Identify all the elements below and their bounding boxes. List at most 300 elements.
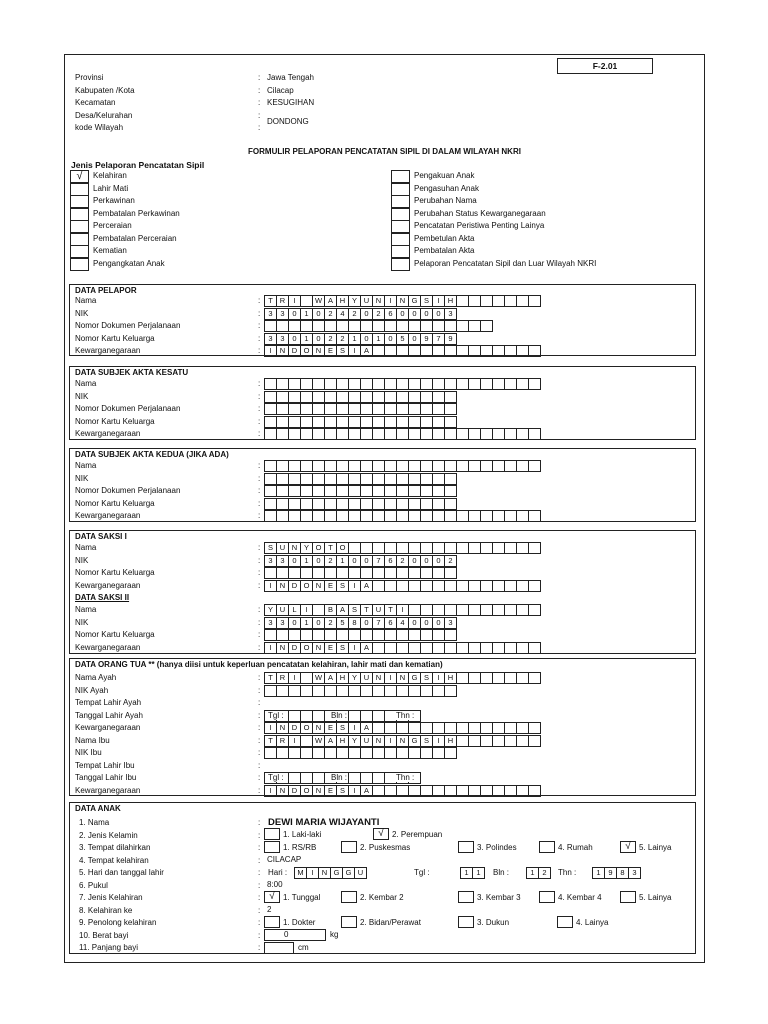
char-cell[interactable]: S (420, 672, 433, 684)
option-checkbox[interactable]: √ (373, 828, 389, 840)
report-type-label: Pengasuhan Anak (414, 183, 479, 193)
char-cell[interactable] (528, 580, 541, 592)
char-cell[interactable]: E (324, 345, 337, 357)
char-cell[interactable]: 4 (396, 617, 409, 629)
char-cell[interactable]: 3 (444, 617, 457, 629)
day-cells (294, 867, 367, 879)
field-colon: : (258, 296, 261, 305)
char-cell[interactable]: U (276, 542, 289, 554)
char-cell[interactable]: 0 (420, 555, 433, 567)
report-type-checkbox[interactable] (391, 233, 410, 246)
char-cell[interactable] (444, 391, 457, 403)
char-cell[interactable]: N (372, 295, 385, 307)
option-label: 1. Tunggal (283, 893, 321, 902)
char-cell[interactable]: I (396, 604, 409, 616)
option-checkbox[interactable] (341, 891, 357, 903)
char-cell[interactable]: 1 (300, 333, 313, 345)
char-cell[interactable]: A (360, 580, 373, 592)
char-cell[interactable]: 2 (396, 555, 409, 567)
char-cell[interactable]: A (336, 604, 349, 616)
char-cell[interactable] (444, 629, 457, 641)
char-cell[interactable]: 6 (384, 555, 397, 567)
char-cell[interactable]: N (276, 642, 289, 654)
report-type-checkbox[interactable] (391, 183, 410, 196)
char-cell[interactable]: E (324, 785, 337, 797)
field-colon: : (258, 748, 261, 757)
char-cell[interactable]: 1 (336, 555, 349, 567)
field-label: Tanggal Lahir Ayah (75, 710, 143, 720)
char-cell[interactable]: I (264, 642, 277, 654)
report-type-checkbox[interactable] (70, 233, 89, 246)
char-cell[interactable]: I (384, 672, 397, 684)
char-cell[interactable] (528, 735, 541, 747)
char-cell[interactable]: L (288, 604, 301, 616)
char-cell[interactable]: A (324, 672, 337, 684)
char-cell[interactable]: N (396, 672, 409, 684)
char-cell[interactable]: 1 (526, 867, 539, 879)
report-type-checkbox[interactable] (391, 220, 410, 233)
ortu-title: DATA ORANG TUA ** (hanya diisi untuk keperluan pencatatan kelahiran, lahir mati dan kematian) (75, 660, 443, 669)
char-cell[interactable]: N (288, 542, 301, 554)
char-cell[interactable]: 0 (288, 333, 301, 345)
char-cell[interactable]: D (288, 722, 301, 734)
char-cell[interactable]: 7 (372, 555, 385, 567)
char-cell[interactable]: T (264, 295, 277, 307)
option-label: 4. Rumah (558, 843, 593, 852)
char-cell[interactable]: A (324, 295, 337, 307)
char-cell[interactable]: 3 (276, 555, 289, 567)
report-type-checkbox[interactable] (70, 208, 89, 221)
char-cell[interactable]: 1 (460, 867, 473, 879)
char-cell[interactable]: N (312, 785, 325, 797)
char-cell[interactable]: 0 (312, 308, 325, 320)
char-cell[interactable]: I (348, 785, 361, 797)
char-cell[interactable]: N (372, 735, 385, 747)
char-cell[interactable] (528, 642, 541, 654)
day-label: Hari : (268, 868, 288, 877)
char-cell[interactable] (444, 567, 457, 579)
char-cell[interactable]: O (312, 542, 325, 554)
char-cell[interactable]: G (342, 867, 355, 879)
report-type-label: Pembatalan Perkawinan (93, 208, 180, 218)
char-cell[interactable]: Y (300, 542, 313, 554)
char-cell[interactable] (528, 722, 541, 734)
char-cell[interactable]: 0 (396, 308, 409, 320)
field-colon: : (258, 461, 261, 470)
field-colon: : (258, 685, 261, 695)
report-type-checkbox[interactable] (391, 170, 410, 183)
char-cell[interactable]: I (288, 735, 301, 747)
char-cell[interactable]: 0 (408, 555, 421, 567)
option-checkbox[interactable] (557, 916, 573, 928)
char-cell[interactable]: E (324, 580, 337, 592)
char-cell[interactable]: T (324, 542, 337, 554)
char-cell[interactable]: O (300, 580, 313, 592)
weight-box[interactable] (264, 929, 326, 941)
char-cell[interactable] (528, 510, 541, 522)
field-label: NIK (75, 555, 89, 565)
char-cell[interactable]: I (288, 672, 301, 684)
char-cell[interactable]: 0 (360, 617, 373, 629)
length-box[interactable] (264, 942, 294, 954)
char-cell[interactable]: E (324, 722, 337, 734)
char-cell[interactable]: 9 (420, 333, 433, 345)
char-cell[interactable]: I (348, 722, 361, 734)
char-cell[interactable]: N (372, 672, 385, 684)
char-cell[interactable]: N (276, 345, 289, 357)
char-cell[interactable]: 0 (288, 617, 301, 629)
char-cell[interactable]: 0 (288, 308, 301, 320)
char-cell[interactable]: W (312, 672, 325, 684)
char-cell[interactable] (528, 378, 541, 390)
field-colon: : (258, 333, 261, 343)
char-cell[interactable]: 3 (276, 308, 289, 320)
option-checkbox[interactable] (458, 841, 474, 853)
char-cell[interactable]: 3 (276, 617, 289, 629)
char-cell[interactable]: I (264, 785, 277, 797)
char-cell[interactable]: 1 (300, 555, 313, 567)
char-cell[interactable]: W (312, 295, 325, 307)
char-cell[interactable]: N (312, 642, 325, 654)
char-cell[interactable]: S (264, 542, 277, 554)
option-checkbox[interactable] (341, 916, 357, 928)
char-cell[interactable] (444, 498, 457, 510)
field-colon: : (258, 486, 261, 495)
char-cell[interactable]: N (396, 735, 409, 747)
char-cell[interactable]: Y (348, 735, 361, 747)
char-cell[interactable]: D (288, 785, 301, 797)
report-type-checkbox[interactable] (391, 258, 410, 271)
month-cells (526, 867, 551, 879)
char-cell[interactable]: H (444, 735, 457, 747)
char-cell[interactable]: S (336, 580, 349, 592)
field-cells (264, 722, 541, 734)
report-type-checkbox[interactable] (70, 245, 89, 258)
char-cell[interactable]: I (264, 580, 277, 592)
option-label: 2. Perempuan (392, 830, 443, 839)
char-cell[interactable]: E (324, 642, 337, 654)
char-cell[interactable]: 1 (372, 333, 385, 345)
char-cell[interactable]: 9 (604, 867, 617, 879)
char-cell[interactable]: 2 (324, 333, 337, 345)
char-cell[interactable] (444, 473, 457, 485)
option-checkbox[interactable]: √ (620, 841, 636, 853)
char-cell[interactable]: 0 (288, 555, 301, 567)
char-cell[interactable]: 1 (592, 867, 605, 879)
char-cell[interactable]: O (300, 345, 313, 357)
option-checkbox[interactable] (539, 841, 555, 853)
char-cell[interactable]: Y (348, 672, 361, 684)
field-colon: : (258, 905, 261, 915)
char-cell[interactable]: O (300, 722, 313, 734)
form-title: FORMULIR PELAPORAN PENCATATAN SIPIL DI DALAM WILAYAH NKRI (248, 147, 521, 156)
field-cells (264, 672, 541, 684)
char-cell[interactable]: 0 (360, 308, 373, 320)
field-colon: : (258, 880, 261, 890)
char-cell[interactable]: T (264, 672, 277, 684)
char-cell[interactable]: 0 (432, 617, 445, 629)
char-cell[interactable]: O (300, 785, 313, 797)
date-bln-label: Bln : (331, 710, 348, 720)
char-cell[interactable]: 0 (408, 308, 421, 320)
field-cells (264, 391, 457, 403)
char-cell[interactable]: 3 (264, 617, 277, 629)
field-colon: : (258, 630, 261, 639)
char-cell[interactable]: I (384, 735, 397, 747)
char-cell[interactable]: 1 (348, 333, 361, 345)
char-cell[interactable]: 0 (348, 555, 361, 567)
char-cell[interactable] (528, 428, 541, 440)
char-cell[interactable]: U (360, 735, 373, 747)
char-cell[interactable] (528, 542, 541, 554)
option-label: 5. Lainya (639, 893, 672, 902)
option-checkbox[interactable]: √ (264, 891, 280, 903)
char-cell[interactable]: 2 (336, 333, 349, 345)
char-cell[interactable]: G (330, 867, 343, 879)
char-cell[interactable]: D (288, 345, 301, 357)
char-cell[interactable]: 2 (444, 555, 457, 567)
char-cell[interactable]: I (348, 642, 361, 654)
char-cell[interactable]: N (318, 867, 331, 879)
char-cell[interactable]: 7 (432, 333, 445, 345)
char-cell[interactable]: U (354, 867, 367, 879)
char-cell[interactable] (528, 672, 541, 684)
child-field-label: 7. Jenis Kelahiran (79, 893, 143, 902)
char-cell[interactable] (528, 785, 541, 797)
char-cell[interactable] (528, 295, 541, 307)
char-cell[interactable]: U (360, 672, 373, 684)
char-cell[interactable]: 3 (264, 333, 277, 345)
char-cell[interactable]: 3 (276, 333, 289, 345)
report-type-checkbox[interactable] (70, 258, 89, 271)
char-cell[interactable]: N (312, 722, 325, 734)
char-cell[interactable]: 0 (432, 308, 445, 320)
date-label: Tgl : (414, 868, 430, 877)
char-cell[interactable]: 1 (300, 308, 313, 320)
field-label: Tanggal Lahir Ibu (75, 773, 137, 782)
char-cell[interactable]: 0 (408, 617, 421, 629)
field-label: Kewarganegaraan (75, 642, 141, 652)
char-cell[interactable]: I (432, 295, 445, 307)
char-cell[interactable]: S (336, 722, 349, 734)
child-field-label: 11. Panjang bayi (79, 943, 139, 952)
date-thn-label: Thn : (396, 773, 415, 782)
char-cell[interactable]: 0 (312, 333, 325, 345)
option-checkbox[interactable] (458, 916, 474, 928)
char-cell[interactable]: 2 (324, 308, 337, 320)
char-cell[interactable] (444, 485, 457, 497)
char-cell[interactable]: 2 (324, 555, 337, 567)
char-cell[interactable]: T (360, 604, 373, 616)
char-cell[interactable]: A (360, 722, 373, 734)
char-cell[interactable]: 3 (628, 867, 641, 879)
char-cell[interactable]: U (276, 604, 289, 616)
field-label: NIK (75, 617, 89, 627)
char-cell[interactable]: G (408, 295, 421, 307)
length-unit: cm (298, 943, 309, 952)
char-cell[interactable]: 0 (432, 555, 445, 567)
char-cell[interactable]: R (276, 295, 289, 307)
char-cell[interactable]: A (324, 735, 337, 747)
char-cell[interactable]: 8 (348, 617, 361, 629)
char-cell[interactable]: G (408, 735, 421, 747)
char-cell[interactable]: 9 (444, 333, 457, 345)
char-cell[interactable]: I (432, 672, 445, 684)
field-cells (264, 345, 541, 357)
child-field-label: 2. Jenis Kelamin (79, 830, 138, 840)
char-cell[interactable]: R (276, 735, 289, 747)
report-type-checkbox[interactable] (391, 245, 410, 258)
char-cell[interactable]: I (432, 735, 445, 747)
char-cell[interactable]: N (312, 345, 325, 357)
char-cell[interactable]: H (336, 672, 349, 684)
char-cell[interactable]: 1 (300, 617, 313, 629)
char-cell[interactable]: I (300, 604, 313, 616)
char-cell[interactable]: A (360, 345, 373, 357)
char-cell[interactable]: N (276, 722, 289, 734)
char-cell[interactable]: I (348, 580, 361, 592)
field-cells (264, 485, 457, 497)
char-cell[interactable]: H (444, 672, 457, 684)
char-cell[interactable]: 2 (324, 617, 337, 629)
char-cell[interactable] (528, 345, 541, 357)
child-field-label: 6. Pukul (79, 880, 108, 890)
char-cell[interactable]: M (294, 867, 307, 879)
char-cell[interactable]: R (276, 672, 289, 684)
field-label: Nomor Dokumen Perjalanaan (75, 404, 181, 413)
char-cell[interactable]: 0 (420, 308, 433, 320)
field-cells (264, 428, 541, 440)
char-cell[interactable]: S (420, 295, 433, 307)
char-cell[interactable]: O (336, 542, 349, 554)
char-cell[interactable]: 2 (538, 867, 551, 879)
field-label: Kewarganegaraan (75, 723, 141, 732)
field-label: NIK Ibu (75, 748, 102, 757)
char-cell[interactable]: I (384, 295, 397, 307)
char-cell[interactable]: 5 (396, 333, 409, 345)
report-type-checkbox[interactable]: √ (70, 170, 89, 183)
char-cell[interactable] (528, 460, 541, 472)
char-cell[interactable]: 6 (384, 308, 397, 320)
char-cell[interactable]: I (264, 722, 277, 734)
char-cell[interactable]: T (384, 604, 397, 616)
char-cell[interactable]: G (408, 672, 421, 684)
option-checkbox[interactable] (458, 891, 474, 903)
char-cell[interactable]: D (288, 642, 301, 654)
char-cell[interactable]: T (264, 735, 277, 747)
char-cell[interactable]: U (360, 295, 373, 307)
region-colon: : (258, 110, 261, 120)
field-colon: : (258, 893, 261, 902)
char-cell[interactable]: H (444, 295, 457, 307)
char-cell[interactable]: I (288, 295, 301, 307)
char-cell[interactable]: I (264, 345, 277, 357)
char-cell[interactable]: S (336, 642, 349, 654)
char-cell[interactable]: B (324, 604, 337, 616)
char-cell[interactable]: H (336, 735, 349, 747)
report-type-checkbox[interactable] (391, 195, 410, 208)
field-cells (264, 629, 457, 641)
field-label: Nomor Dokumen Perjalanaan (75, 486, 181, 495)
char-cell[interactable]: 2 (372, 308, 385, 320)
field-colon: : (258, 555, 261, 565)
char-cell[interactable]: S (420, 735, 433, 747)
char-cell[interactable]: 7 (372, 617, 385, 629)
char-cell[interactable] (528, 604, 541, 616)
char-cell[interactable] (444, 685, 457, 697)
char-cell[interactable] (480, 320, 493, 332)
char-cell[interactable]: 3 (444, 308, 457, 320)
char-cell[interactable] (444, 747, 457, 759)
option-checkbox[interactable] (264, 916, 280, 928)
char-cell[interactable]: 0 (408, 333, 421, 345)
char-cell[interactable]: 0 (360, 555, 373, 567)
char-cell[interactable]: N (276, 580, 289, 592)
char-cell[interactable]: 1 (472, 867, 485, 879)
char-cell[interactable]: I (306, 867, 319, 879)
char-cell[interactable]: 2 (348, 308, 361, 320)
report-type-checkbox[interactable] (70, 183, 89, 196)
char-cell[interactable]: 0 (384, 333, 397, 345)
char-cell[interactable]: 3 (264, 555, 277, 567)
report-type-label: Pengangkatan Anak (93, 258, 165, 268)
char-cell[interactable]: U (372, 604, 385, 616)
char-cell[interactable]: A (360, 785, 373, 797)
char-cell[interactable]: 0 (312, 617, 325, 629)
char-cell[interactable]: S (336, 345, 349, 357)
report-type-checkbox[interactable] (70, 220, 89, 233)
report-type-checkbox[interactable] (70, 195, 89, 208)
field-colon: : (258, 391, 261, 401)
char-cell[interactable]: O (300, 642, 313, 654)
char-cell[interactable]: 8 (616, 867, 629, 879)
field-cells (264, 473, 457, 485)
char-cell[interactable]: A (360, 642, 373, 654)
char-cell[interactable]: I (348, 345, 361, 357)
char-cell[interactable]: N (312, 580, 325, 592)
char-cell[interactable]: 0 (312, 555, 325, 567)
char-cell[interactable]: 4 (336, 308, 349, 320)
option-label: 3. Dukun (477, 918, 510, 927)
char-cell[interactable]: 5 (336, 617, 349, 629)
char-cell[interactable]: 0 (420, 617, 433, 629)
char-cell[interactable]: N (396, 295, 409, 307)
char-cell[interactable] (444, 403, 457, 415)
option-checkbox[interactable] (264, 828, 280, 840)
field-label: NIK (75, 308, 89, 318)
option-checkbox[interactable] (539, 891, 555, 903)
char-cell[interactable]: Y (264, 604, 277, 616)
char-cell[interactable]: W (312, 735, 325, 747)
report-type-checkbox[interactable] (391, 208, 410, 221)
char-cell[interactable]: S (348, 604, 361, 616)
char-cell[interactable]: H (336, 295, 349, 307)
char-cell[interactable]: 0 (360, 333, 373, 345)
option-checkbox[interactable] (341, 841, 357, 853)
char-cell[interactable]: Y (348, 295, 361, 307)
option-label: 3. Kembar 3 (477, 893, 521, 902)
option-checkbox[interactable] (264, 841, 280, 853)
field-label: Kewarganegaraan (75, 429, 141, 438)
char-cell[interactable]: 6 (384, 617, 397, 629)
char-cell[interactable]: 3 (264, 308, 277, 320)
field-label: Nomor Kartu Keluarga (75, 498, 155, 508)
option-checkbox[interactable] (620, 891, 636, 903)
char-cell[interactable]: D (288, 580, 301, 592)
char-cell[interactable] (444, 416, 457, 428)
char-cell[interactable]: N (276, 785, 289, 797)
char-cell[interactable]: S (336, 785, 349, 797)
